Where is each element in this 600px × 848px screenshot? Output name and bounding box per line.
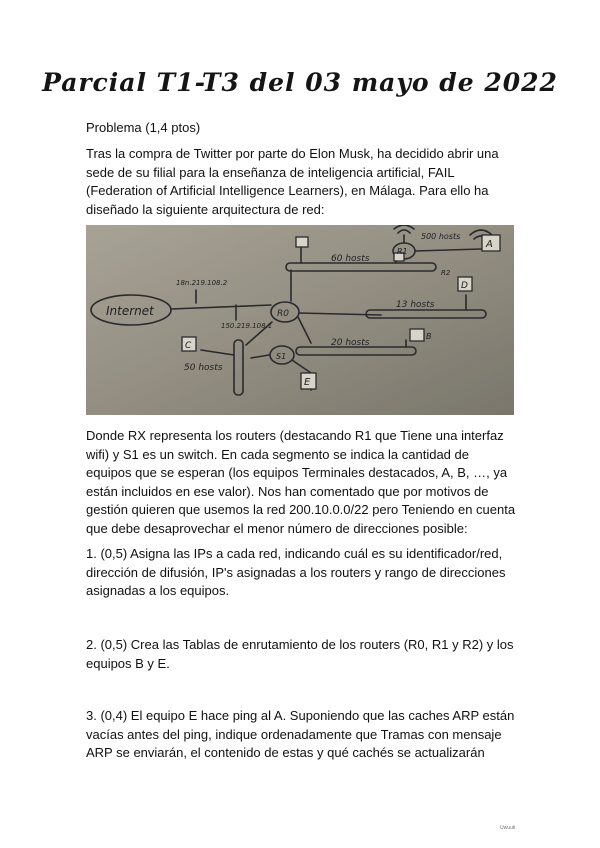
intro-paragraph: Tras la compra de Twitter por parte do Elon Musk, ha decidido abrir una sede de su filial para la enseñanza de inteligencia artificial, FAIL (Federation of Artificial Intelligence Learners), en Málaga. Para ello ha diseñado la siguiente arquitectura de red: [86, 146, 499, 217]
hosts-60-label: 60 hosts [331, 254, 370, 264]
ip-upper-label: 18n.219.108.2 [176, 279, 228, 287]
ip-lower-label: 150.219.108.1 [221, 322, 273, 330]
host-c-label: C [185, 341, 192, 351]
host-b [410, 329, 424, 341]
host-d-label: D [461, 281, 468, 291]
problem-heading: Problema (1,4 ptos) [86, 120, 201, 135]
router-r2-label: R2 [441, 269, 451, 277]
network-diagram-photo [86, 225, 514, 415]
hosts-13-label: 13 hosts [396, 300, 435, 310]
footer-watermark: Uwuuti [500, 825, 516, 831]
exam-title: Parcial T1-T3 del 03 mayo de 2022 [42, 68, 558, 97]
question-1: 1. (0,5) Asigna las IPs a cada red, indicando cuál es su identificador/red, dirección de difusión, IP's asignadas a los routers y rango de direcciones asignadas a los equipos. [86, 546, 506, 598]
question-2: 2. (0,5) Crea las Tablas de enrutamiento de los routers (R0, R1 y R2) y los equipos B y E. [86, 637, 514, 671]
router-r0-label: R0 [277, 309, 289, 319]
hosts-500-label: 500 hosts [421, 232, 461, 241]
switch-s1-label: S1 [276, 352, 287, 361]
host-e-label: E [304, 377, 311, 388]
question-3: 3. (0,4) El equipo E hace ping al A. Suponiendo que las caches ARP están vacías antes del ping, indique ordenadamente que Tramas con mensaje ARP se enviarán, el contenido de estas y qué cachés se actualizarán [86, 708, 515, 760]
internet-label: Internet [106, 304, 154, 318]
description-paragraph: Donde RX representa los routers (destacando R1 que Tiene una interfaz wifi) y S1 es un switch. En cada segmento se indica la cantidad de equipos que se esperan (los equipos Terminales destacados, A, B, …, ya están incluidos en ese valor). Nos han comentado que por motivos de gestión quieren que usemos la red 200.10.0.0/22 pero Teniendo en cuenta que debe desaprovechar el menor número de direcciones posible: [86, 428, 516, 536]
hosts-50-label: 50 hosts [184, 363, 223, 373]
hosts-20-label: 20 hosts [331, 338, 370, 348]
router-r1-label: R1 [397, 247, 408, 256]
host-b-label: B [426, 332, 432, 341]
host-a-label: A [486, 239, 493, 250]
